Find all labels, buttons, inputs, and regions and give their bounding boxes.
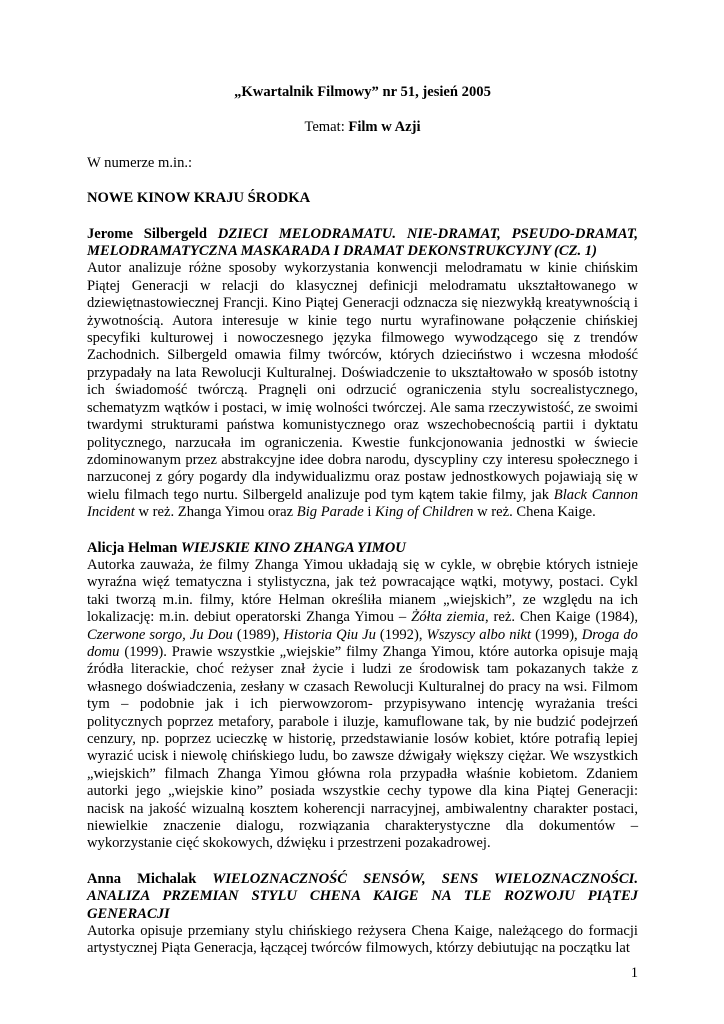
topic-value: Film w Azji [348, 119, 421, 136]
body-text: Autorka zauważa, że filmy Zhanga Yimou układają się w cykle, w obrębie których istnieje wyraźna więź tematyczna i stylistyczna, jak też powracające wątki, motywy, postaci. Cykl taki tworzą m.in. filmy, które Helman określiła mianem „wiejskich”, ze względu na ich lokalizację: m.in. debiut operatorski Zhanga Yimou – [87, 556, 638, 626]
film-title: Black Cannon Incident [87, 486, 638, 521]
article-heading [87, 540, 638, 557]
page-content [87, 84, 638, 958]
body-text: Autorka opisuje przemiany stylu chińskiego reżysera Chena Kaige, należącego do formacji artystycznej Piąta Generacja, łączącej twórców filmowych, którzy debiutując na początku lat [87, 923, 638, 957]
section-title: NOWE KINOW KRAJU ŚRODKA [87, 190, 311, 207]
article-1 [87, 226, 638, 522]
film-title: Żółta ziemia [411, 609, 485, 626]
article-body [87, 923, 638, 958]
article-author: Anna Michalak [87, 870, 197, 887]
film-title: Big Parade [296, 504, 364, 521]
film-title: Czerwone sorgo, Ju Dou [87, 626, 233, 643]
magazine-heading: „Kwartalnik Filmowy” nr 51, jesień 2005 [234, 84, 491, 100]
film-title: Droga do domu [87, 626, 638, 660]
page-number: 1 [630, 965, 638, 981]
article-author: Alicja Helman [87, 539, 178, 556]
article-heading [87, 871, 638, 923]
body-text: w reż. Chena Kaige. [473, 504, 596, 521]
article-title: WIEJSKIE KINO ZHANGA YIMOU [181, 539, 406, 556]
article-body [87, 557, 638, 853]
topic-line [87, 119, 638, 136]
topic-label: Temat: [304, 119, 349, 136]
article-heading [87, 226, 638, 261]
intro-text: W numerze m.in.: [87, 154, 193, 171]
article-title: WIELOZNACZNOŚĆ SENSÓW, SENS WIELOZNACZNOŚCI. ANALIZA PRZEMIAN STYLU CHENA KAIGE NA TLE ROZWOJU PIĄTEJ GENERACJI [87, 870, 638, 922]
article-2 [87, 540, 638, 853]
body-text: Autor analizuje różne sposoby wykorzystania konwencji melodramatu w kinie chińskim Piątej Generacji w relacji do klasycznej definicji melodramatu ukształtowanego w dziewiętnastowiecznej Francji. Kino Piątej Generacji odznacza się niezwykłą kreatywnością i żywotnością. Autora interesuje w kinie tego nurtu wyrafinowane połączenie chińskiej specyfiki kulturowej i nowoczesnego języka filmowego wywodzącego się z trendów Zachodnich. Silbergeld omawia filmy twórców, których dzieciństwo i wczesna młodość przypadały na lata Rewolucji Kulturalnej. Doświadczenie to ukształtowało w sposób istotny ich świadomość twórczą. Pragnęli oni odrzucić ograniczenia stylu socrealistycznego, schematyzm wątków i postaci, w imię wolności twórczej. Ale sama rzeczywistość, ze swoimi twardymi strukturami państwa komunistycznego oraz wszechobecnością partii i dyktatu politycznego, narzucała im ograniczenia. Kwestie funkcjonowania jednostki w świecie zdominowanym przez abstrakcyjne idee dobra narodu, dyscypliny czy interesu społecznego i narzuconej z góry pogardy dla indywidualizmu oraz postaw jednostkowych pojawiają się w wielu filmach tego nurtu. Silbergeld analizuje pod tym kątem takie filmy, jak [87, 260, 638, 503]
body-text: (1992), [375, 626, 427, 643]
body-text: (1989), [232, 626, 284, 643]
body-text: i [363, 504, 376, 521]
article-body [87, 260, 638, 521]
body-text: , reż. Chen Kaige (1984), [484, 609, 639, 626]
body-text: (1999). Prawie wszystkie „wiejskie” filmy Zhanga Yimou, które autorka opisuje mają źródła literackie, choć reżyser znał życie i ludzi ze środowisk tam pokazanych także z własnego doświadczenia, zesłany w czasach Rewolucji Kulturalnej do pracy na wsi. Filmom tym – podobnie jak i ich pierwowzorom- przypisywano intencję wyrażania treści politycznych poprzez metafory, parabole i iluzje, kamuflowane tak, by nie budzić podejrzeń cenzury, np. poprzez ucieczkę w historię, przedstawianie losów kobiet, które potrafią lepiej wyrazić ucisk i niewolę chińskiego ludu, bo zawsze dźwigały większy ciężar. We wszystkich „wiejskich” filmach Zhanga Yimou główna rola przypadła właśnie kobietom. Zdaniem autorki jego „wiejskie kino” posiada wszystkie cechy typowe dla kina Piątej Generacji: nacisk na jakość wizualną kosztem koherencji narracyjnej, ambiwalentny charakter postaci, niewielkie znaczenie dialogu, rozwiązania charakterystyczne dla dokumentów – wykorzystanie cięć skokowych, dźwięku i przestrzeni pozakadrowej. [87, 643, 638, 852]
article-title: DZIECI MELODRAMATU. NIE-DRAMAT, PSEUDO-DRAMAT, MELODRAMATYCZNA MASKARADA I DRAMAT DEKONSTRUKCYJNY (CZ. 1) [87, 225, 638, 260]
body-text: w reż. Zhanga Yimou oraz [134, 504, 297, 521]
article-author: Jerome Silbergeld [87, 225, 207, 242]
film-title: Historia Qiu Ju [283, 626, 376, 643]
film-title: Wszyscy albo nikt [426, 626, 532, 643]
film-title: King of Children [375, 504, 474, 521]
body-text: (1999), [531, 626, 582, 643]
article-3 [87, 871, 638, 958]
